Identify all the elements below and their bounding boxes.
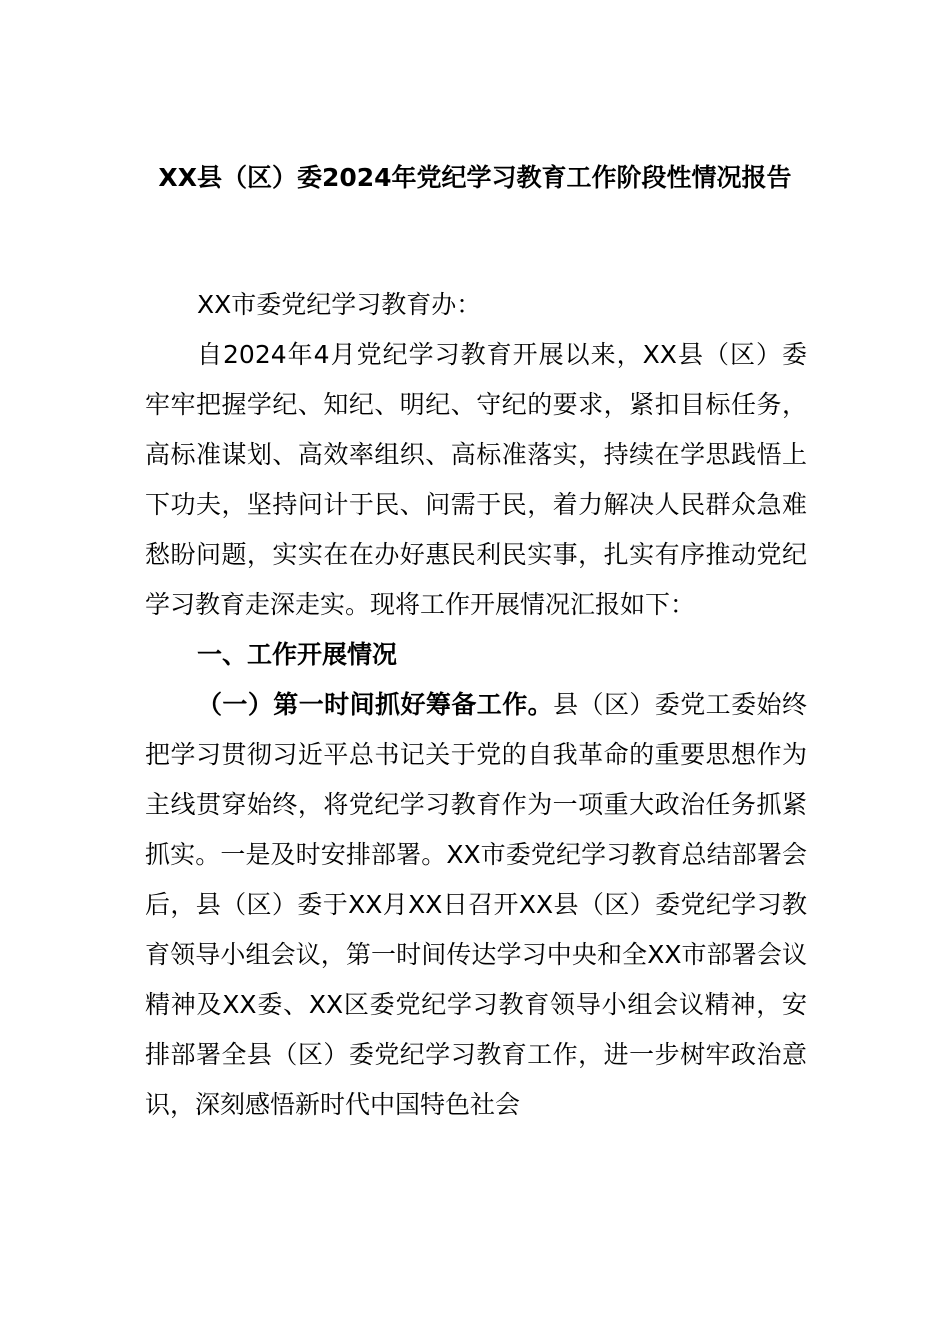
document-title: XX县（区）委2024年党纪学习教育工作阶段性情况报告 [158,163,792,192]
subsection-heading: （一）第一时间抓好筹备工作。 [197,690,554,719]
intro-paragraph: 自2024年4月党纪学习教育开展以来，XX县（区）委牢牢把握学纪、知纪、明纪、守纪的要求，紧扣目标任务，高标准谋划、高效率组织、高标准落实，持续在学思践悟上下功夫，坚持问计于民、问需于民，着力解决人民群众急难愁盼问题，实实在在办好惠民利民实事，扎实有序推动党纪学习教育走深走实。现将工作开展情况汇报如下： [145,340,807,619]
subsection-text: 县（区）委党工委始终把学习贯彻习近平总书记关于党的自我革命的重要思想作为主线贯穿始终，将党纪学习教育作为一项重大政治任务抓紧抓实。一是及时安排部署。XX市委党纪学习教育总结部署会后，县（区）委于XX月XX日召开XX县（区）委党纪学习教育领导小组会议，第一时间传达学习中央和全XX市部署会议精神及XX委、XX区委党纪学习教育领导小组会议精神，安排部署全县（区）委党纪学习教育工作，进一步树牢政治意识，深刻感悟新时代中国特色社会 [145,690,807,1119]
salutation: XX市委党纪学习教育办： [197,290,482,319]
document-body [145,280,807,1130]
section-heading: 一、工作开展情况 [197,640,398,669]
subsection-paragraph [145,680,807,1130]
